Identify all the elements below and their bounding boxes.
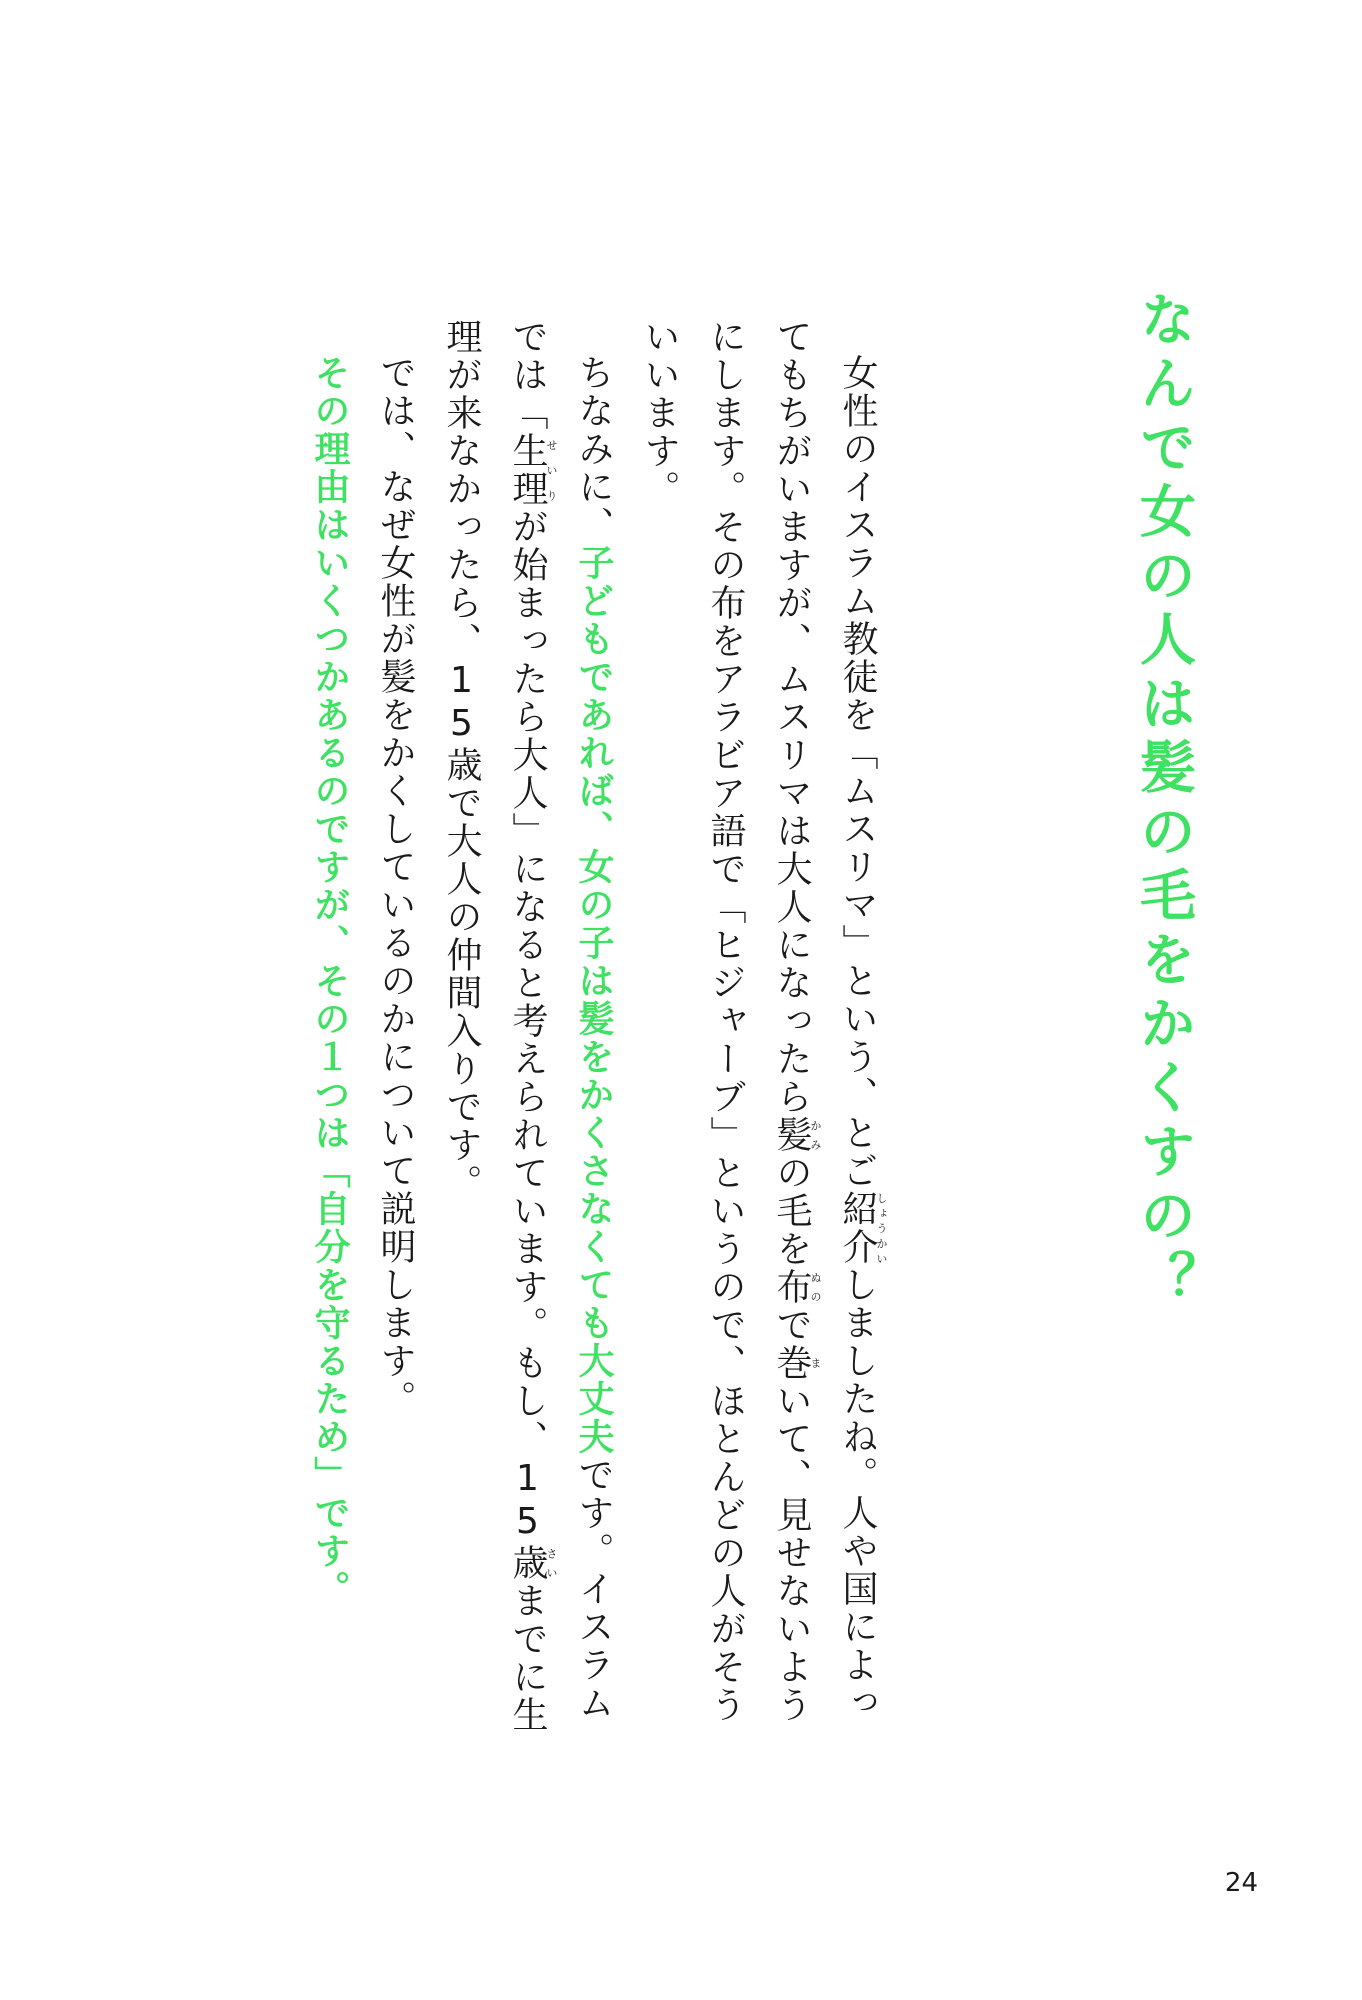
text-segment: までに生理が来なかったら、15歳で大人の仲間入りです。 <box>441 318 548 1734</box>
paragraph-reason <box>296 318 362 1738</box>
text-segment: が始まったら大人」になると考えられています。もし、15 <box>507 508 548 1544</box>
ruby-annotation: 髪かみ <box>771 1116 822 1154</box>
ruby-annotation: 歳さい <box>507 1544 558 1582</box>
text-segment: いて、見せないようにします。その布をアラビア語で「ヒジャーブ」というので、ほとんどの人がそういいます。 <box>639 318 812 1724</box>
highlighted-text: その理由はいくつかあるのですが、その１つは「自分を守るため」です。 <box>309 354 350 1608</box>
text-segment: で <box>771 1306 812 1344</box>
body-text <box>250 318 890 1738</box>
text-segment: しましたね。人や国によってもちがいますが、ムスリマは大人になったら <box>771 318 878 1722</box>
page-number: 24 <box>1224 1868 1258 1898</box>
ruby-annotation: 生理せいり <box>507 432 558 508</box>
highlighted-text: 子どもであれば、女の子は髪をかくさなくても大丈夫 <box>573 544 614 1456</box>
text-segment: の毛を <box>771 1154 812 1268</box>
ruby-annotation: 巻ま <box>771 1344 822 1382</box>
paragraph-explain: では、なぜ女性が髪をかくしているのかについて説明します。 <box>375 354 416 1418</box>
paragraph-children <box>428 318 626 1738</box>
text-segment: です。イスラムでは「 <box>507 318 614 1722</box>
ruby-annotation: 布ぬの <box>771 1268 822 1306</box>
text-segment: 女性のイスラム教徒を「ムスリマ」という、とご <box>837 354 878 1190</box>
paragraph-intro <box>626 318 890 1738</box>
ruby-annotation: 紹介しょうかい <box>837 1190 888 1266</box>
page-title: なんで女の人は髪の毛をかくすの？ <box>1131 290 1196 1314</box>
text-segment: ちなみに、 <box>573 354 614 544</box>
